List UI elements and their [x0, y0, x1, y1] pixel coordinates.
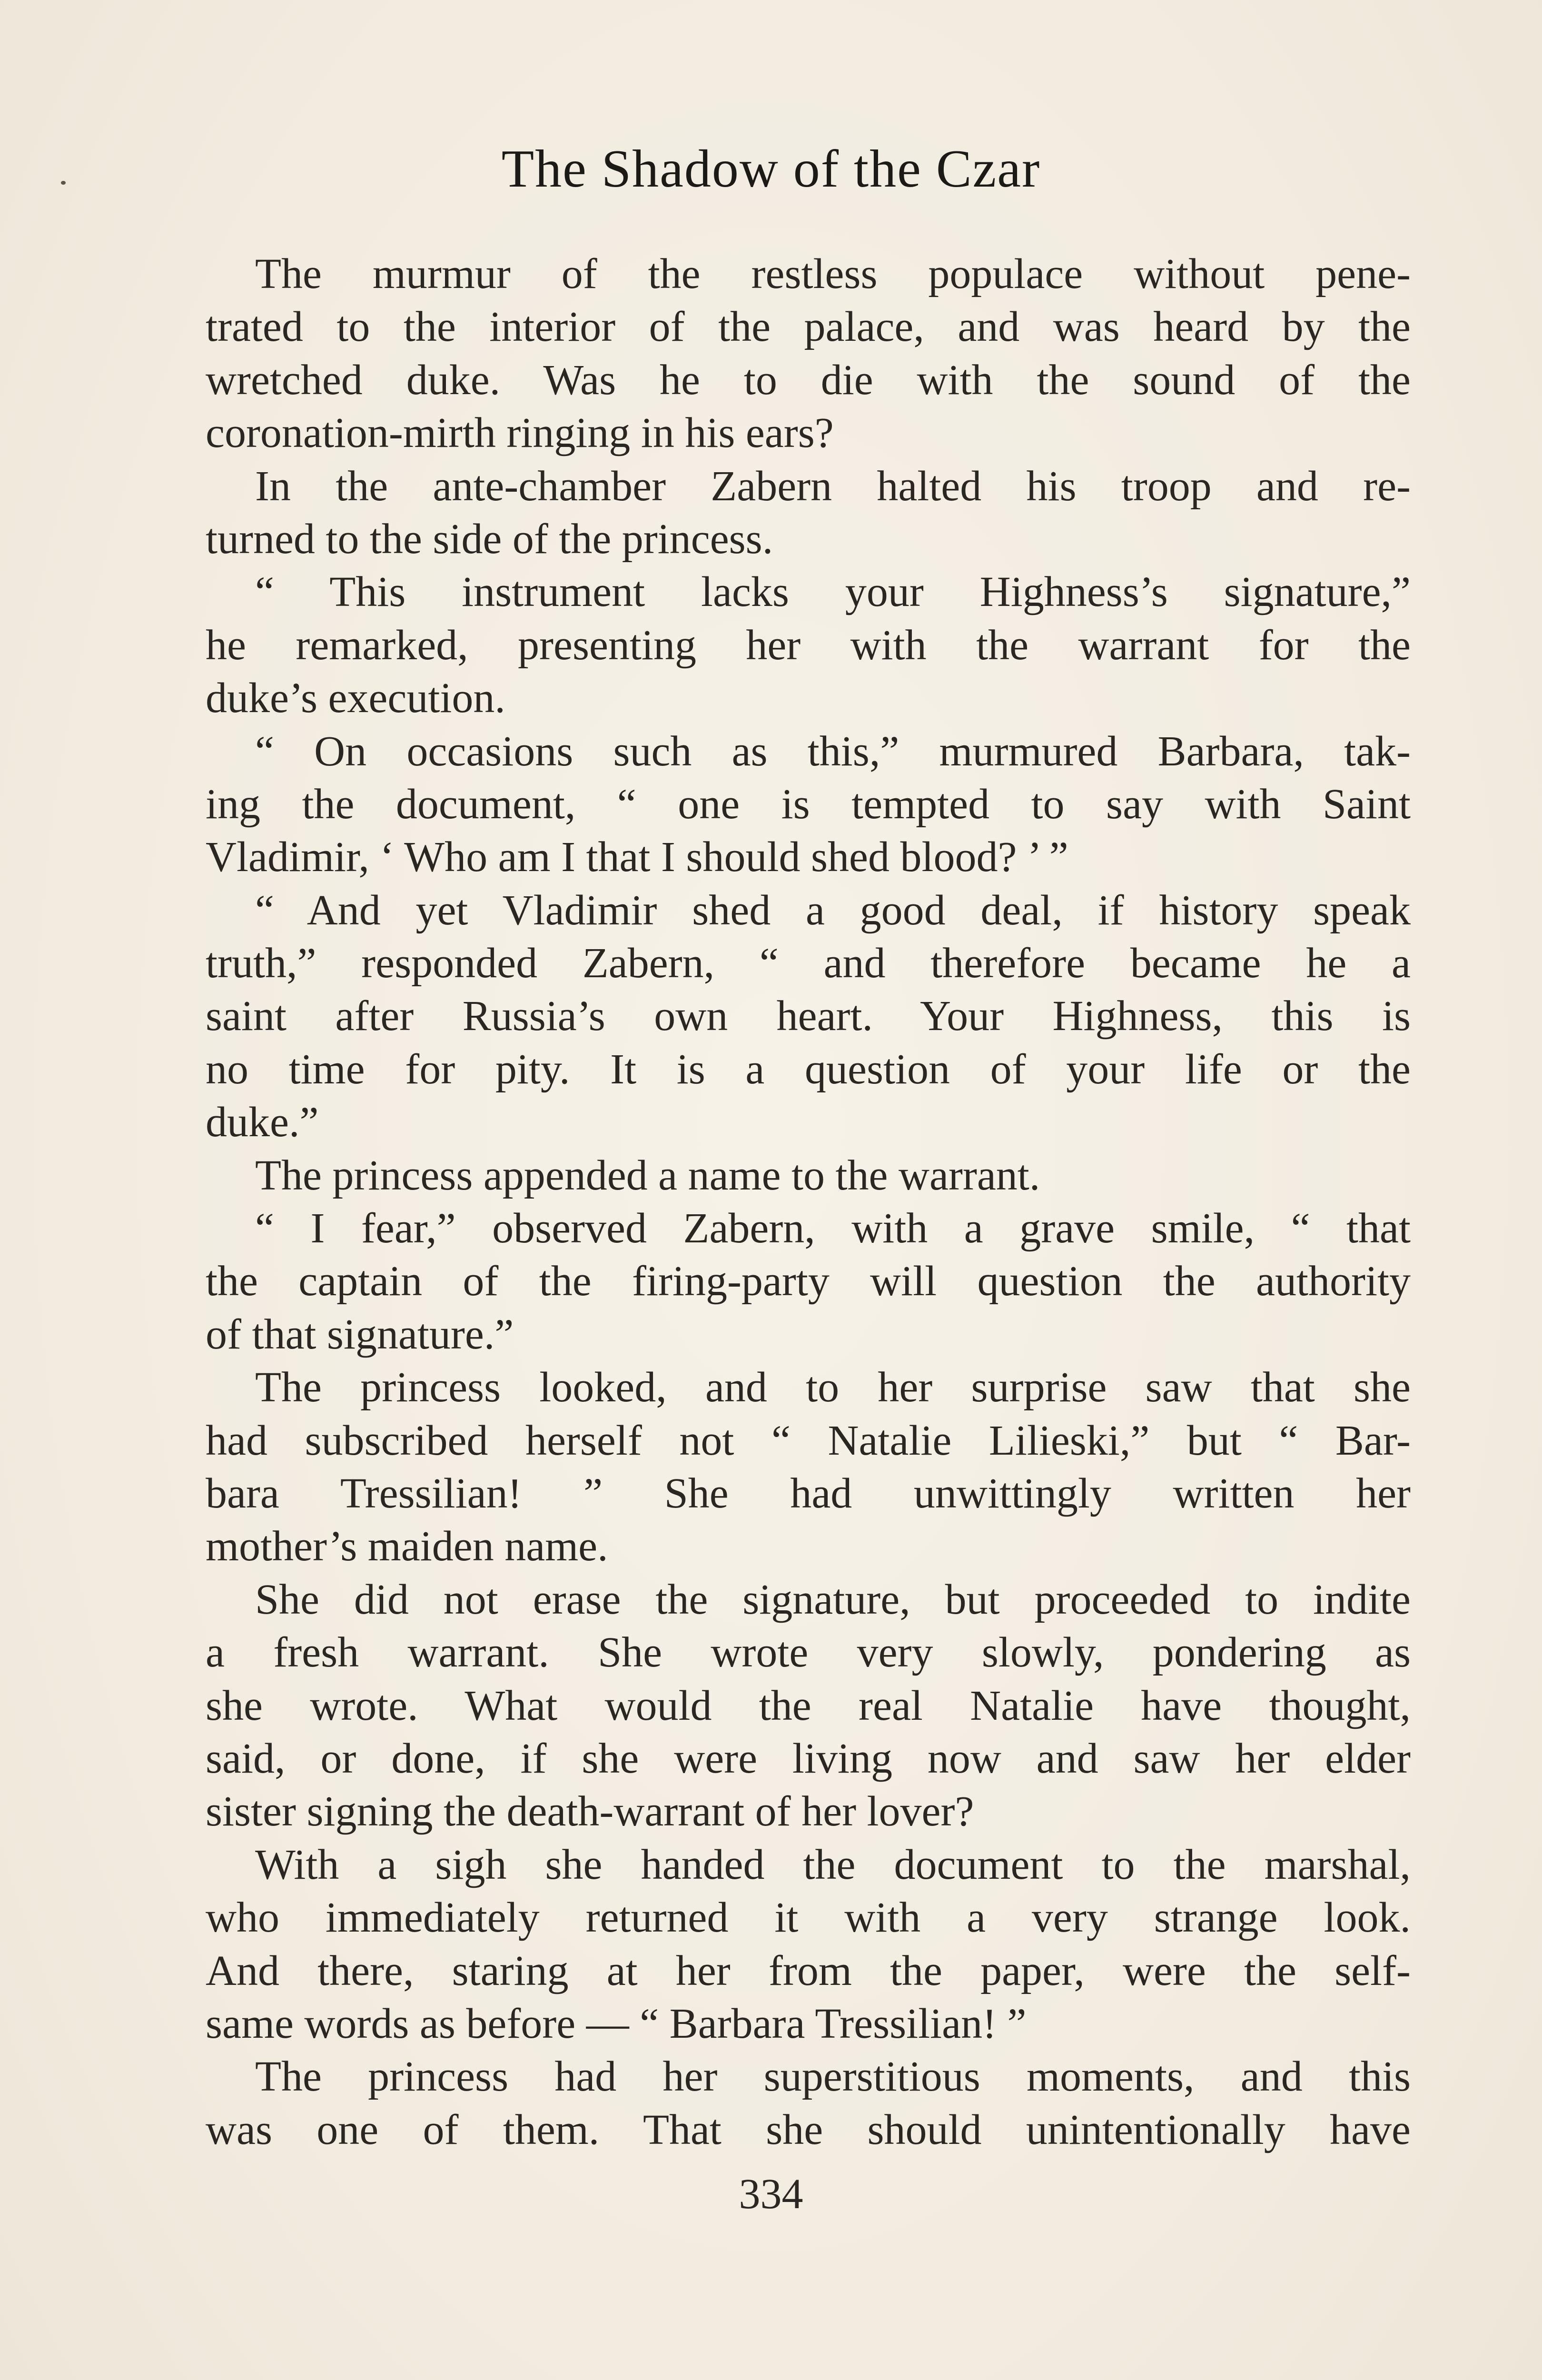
- text-line: trated to the interior of the palace, and was heard by the: [206, 303, 1411, 351]
- text-line: who immediately returned it with a very strange look.: [206, 1894, 1411, 1942]
- text-line: And there, staring at her from the paper, were the self-: [206, 1947, 1411, 1994]
- text-line: a fresh warrant. She wrote very slowly, pondering as: [206, 1629, 1411, 1676]
- text-line: sister signing the death-warrant of her lover?: [206, 1788, 974, 1835]
- text-line: In the ante-chamber Zabern halted his troop and re-: [255, 462, 1411, 510]
- text-line: duke’s execution.: [206, 674, 505, 722]
- text-line: of that signature.”: [206, 1310, 514, 1358]
- text-line: no time for pity. It is a question of your life or the: [206, 1045, 1411, 1093]
- text-line: wretched duke. Was he to die with the sound of the: [206, 356, 1411, 404]
- text-line: ing the document, “ one is tempted to say with Saint: [206, 780, 1411, 828]
- text-line: Vladimir, ‘ Who am I that I should shed blood? ’ ”: [206, 833, 1068, 881]
- text-line: bara Tressilian! ” She had unwittingly written her: [206, 1469, 1411, 1517]
- text-line: truth,” responded Zabern, “ and therefore became he a: [206, 940, 1411, 987]
- text-line: saint after Russia’s own heart. Your Highness, this is: [206, 992, 1411, 1040]
- text-line: The princess appended a name to the warrant.: [255, 1151, 1040, 1199]
- text-line: the captain of the firing-party will question the authority: [206, 1258, 1411, 1305]
- text-line: had subscribed herself not “ Natalie Lilieski,” but “ Bar-: [206, 1417, 1411, 1464]
- text-line: She did not erase the signature, but proceeded to indite: [255, 1576, 1411, 1623]
- text-line: mother’s maiden name.: [206, 1523, 608, 1570]
- page-number: 334: [739, 2171, 803, 2218]
- text-line: he remarked, presenting her with the warrant for the: [206, 621, 1411, 669]
- text-line: duke.”: [206, 1099, 319, 1146]
- text-line: The princess had her superstitious moments, and this: [255, 2053, 1411, 2101]
- running-head: The Shadow of the Czar: [501, 139, 1041, 198]
- body-text: [206, 248, 1411, 2156]
- text-line: turned to the side of the princess.: [206, 515, 773, 563]
- text-line: same words as before — “ Barbara Tressilian! ”: [206, 2000, 1027, 2047]
- text-line: With a sigh she handed the document to the marshal,: [255, 1841, 1411, 1888]
- text-line: coronation-mirth ringing in his ears?: [206, 409, 834, 457]
- text-line: “ This instrument lacks your Highness’s signature,”: [255, 568, 1411, 616]
- paper-speck: [61, 181, 66, 185]
- text-line: The murmur of the restless populace without pene-: [255, 250, 1411, 298]
- text-line: “ On occasions such as this,” murmured Barbara, tak-: [255, 727, 1411, 775]
- text-line: The princess looked, and to her surprise saw that she: [255, 1364, 1411, 1411]
- text-line: “ And yet Vladimir shed a good deal, if history speak: [255, 886, 1411, 934]
- text-line: she wrote. What would the real Natalie have thought,: [206, 1682, 1411, 1729]
- text-line: “ I fear,” observed Zabern, with a grave smile, “ that: [255, 1205, 1411, 1252]
- text-line: was one of them. That she should unintentionally have: [206, 2106, 1411, 2153]
- text-line: said, or done, if she were living now and saw her elder: [206, 1735, 1411, 1782]
